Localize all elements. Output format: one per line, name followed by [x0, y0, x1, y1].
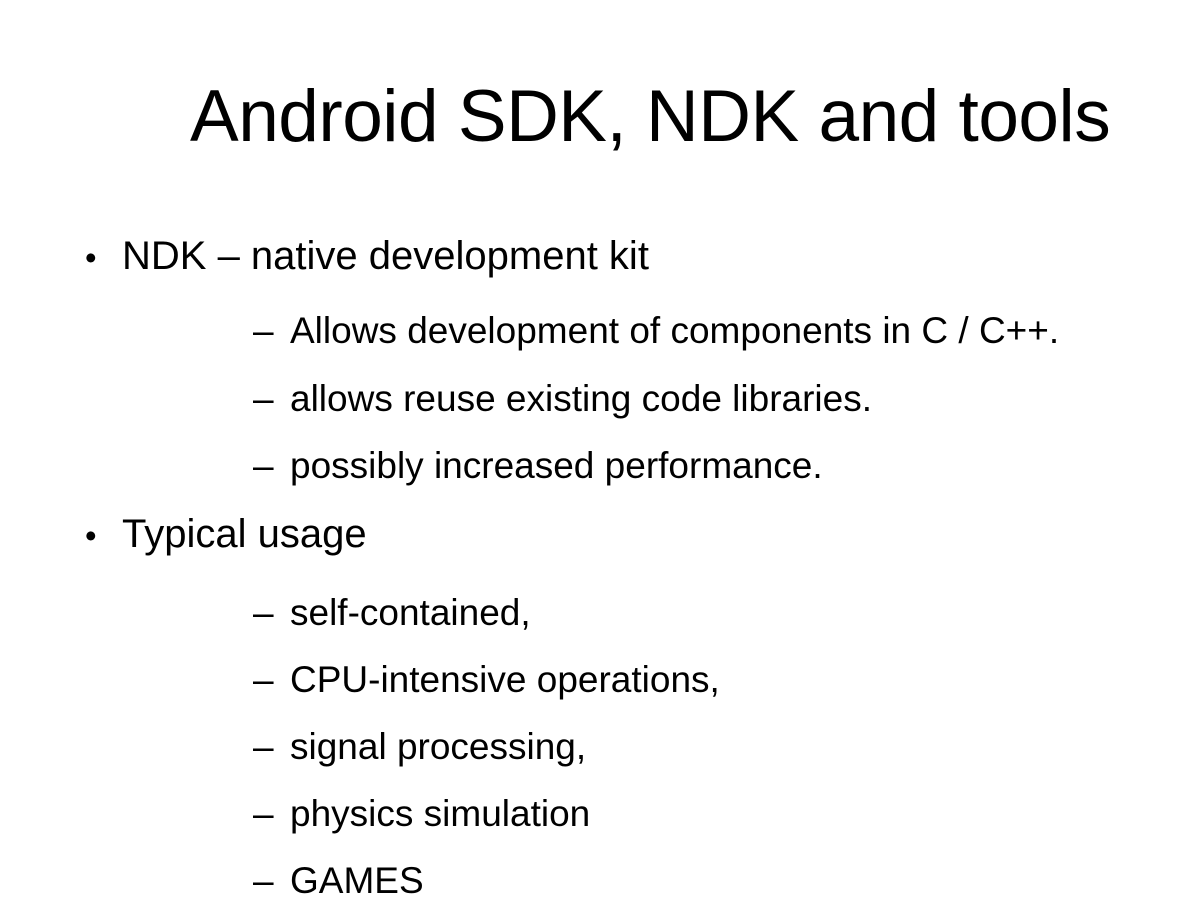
bullet-list	[0, 232, 1200, 900]
sub-bullet-label: self-contained,	[290, 592, 531, 633]
sub-bullet-label: possibly increased performance.	[290, 445, 823, 486]
sub-bullet-label: Allows development of components in C / C++.	[290, 310, 1060, 351]
sub-bullet-item	[0, 444, 1200, 487]
sub-bullet-item	[0, 591, 1200, 634]
dash-icon: –	[253, 310, 274, 351]
bullet-item-ndk	[0, 232, 1200, 282]
sub-bullet-label: physics simulation	[290, 793, 591, 834]
bullet-item-label: Typical usage	[122, 512, 367, 556]
sub-bullet-item	[0, 859, 1200, 900]
dash-icon: –	[253, 592, 274, 633]
dash-icon: –	[253, 445, 274, 486]
bullet-dot-icon: •	[85, 239, 97, 276]
sub-bullet-item	[0, 658, 1200, 701]
slide-title: Android SDK, NDK and tools	[190, 76, 1111, 157]
dash-icon: –	[253, 860, 274, 900]
dash-icon: –	[253, 793, 274, 834]
sub-bullet-item	[0, 725, 1200, 768]
bullet-dot-icon: •	[85, 517, 97, 554]
sub-bullet-label: signal processing,	[290, 726, 587, 767]
bullet-item-typical-usage	[0, 510, 1200, 560]
dash-icon: –	[253, 378, 274, 419]
sub-bullet-item	[0, 377, 1200, 420]
dash-icon: –	[253, 659, 274, 700]
sub-bullet-label: allows reuse existing code libraries.	[290, 378, 872, 419]
bullet-item-label: NDK – native development kit	[122, 234, 649, 278]
sub-bullet-item	[0, 792, 1200, 835]
sub-bullet-item	[0, 309, 1200, 352]
dash-icon: –	[253, 726, 274, 767]
sub-bullet-label: GAMES	[290, 860, 424, 900]
sub-bullet-label: CPU-intensive operations,	[290, 659, 720, 700]
